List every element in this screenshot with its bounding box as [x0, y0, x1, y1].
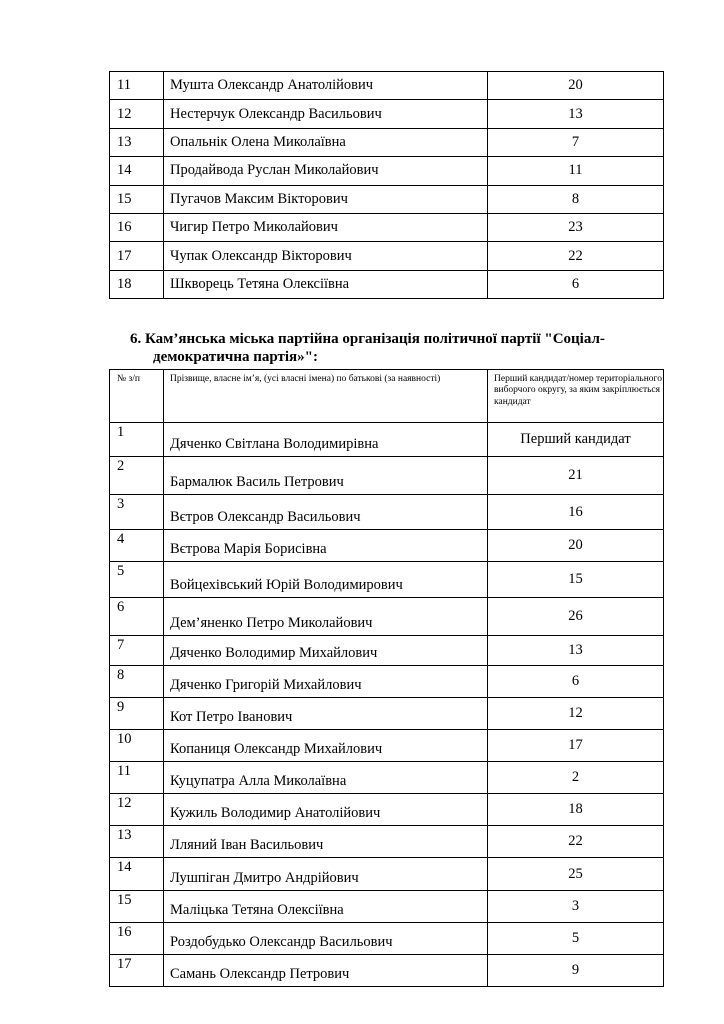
candidate-name: Кот Петро Іванович	[164, 698, 488, 730]
row-number: 6	[110, 598, 164, 636]
row-number: 9	[110, 698, 164, 730]
candidate-name: Нестерчук Олександр Васильович	[164, 100, 488, 128]
candidate-name: Чигир Петро Миколайович	[164, 213, 488, 241]
row-number: 3	[110, 495, 164, 530]
row-number: 2	[110, 457, 164, 495]
candidate-name: Копаниця Олександр Михайлович	[164, 730, 488, 762]
candidate-name: Бармалюк Василь Петрович	[164, 457, 488, 495]
row-number: 13	[110, 128, 164, 156]
candidate-name: Лляний Іван Васильович	[164, 826, 488, 858]
district-value: 5	[488, 923, 664, 955]
table-row	[110, 242, 664, 270]
table-row	[110, 794, 664, 826]
section-6-heading-line2: демократична партія»":	[153, 349, 318, 365]
candidate-name: Вєтрова Марія Борисівна	[164, 530, 488, 562]
row-number: 10	[110, 730, 164, 762]
table-row	[110, 157, 664, 185]
row-number: 17	[110, 242, 164, 270]
row-number: 16	[110, 213, 164, 241]
table-row	[110, 562, 664, 598]
row-number: 7	[110, 636, 164, 666]
district-value: 12	[488, 698, 664, 730]
district-value: Перший кандидат	[488, 423, 664, 457]
candidate-name: Пугачов Максим Вікторович	[164, 185, 488, 213]
district-value: 11	[488, 157, 664, 185]
candidates-table-section-6	[109, 369, 664, 987]
row-number: 8	[110, 666, 164, 698]
table-row	[110, 72, 664, 100]
table-row	[110, 891, 664, 923]
district-value: 13	[488, 636, 664, 666]
table-row	[110, 100, 664, 128]
table-row	[110, 185, 664, 213]
district-value: 9	[488, 955, 664, 987]
row-number: 15	[110, 891, 164, 923]
table-row	[110, 762, 664, 794]
candidate-name: Лушпіган Дмитро Андрійович	[164, 858, 488, 891]
district-value: 26	[488, 598, 664, 636]
candidate-name: Войцехівський Юрій Володимирович	[164, 562, 488, 598]
row-number: 17	[110, 955, 164, 987]
table-row	[110, 666, 664, 698]
table-row	[110, 213, 664, 241]
row-number: 15	[110, 185, 164, 213]
candidate-name: Мушта Олександр Анатолійович	[164, 72, 488, 100]
table-row	[110, 598, 664, 636]
row-number: 12	[110, 100, 164, 128]
district-value: 18	[488, 794, 664, 826]
district-value: 21	[488, 457, 664, 495]
district-value: 22	[488, 242, 664, 270]
district-value: 7	[488, 128, 664, 156]
table-row	[110, 858, 664, 891]
row-number: 14	[110, 858, 164, 891]
row-number: 11	[110, 72, 164, 100]
candidate-name: Дяченко Григорій Михайлович	[164, 666, 488, 698]
table-row	[110, 495, 664, 530]
candidate-name: Дем’яненко Петро Миколайович	[164, 598, 488, 636]
district-value: 23	[488, 213, 664, 241]
district-value: 20	[488, 72, 664, 100]
candidate-name: Роздобудько Олександр Васильович	[164, 923, 488, 955]
table-row	[110, 698, 664, 730]
candidate-name: Дяченко Володимир Михайлович	[164, 636, 488, 666]
candidate-name: Продайвода Руслан Миколайович	[164, 157, 488, 185]
section-6-heading	[130, 330, 630, 366]
candidate-name: Шкворець Тетяна Олексіївна	[164, 270, 488, 298]
district-value: 16	[488, 495, 664, 530]
table-row	[110, 457, 664, 495]
table-row	[110, 270, 664, 298]
district-value: 25	[488, 858, 664, 891]
district-value: 17	[488, 730, 664, 762]
district-value: 2	[488, 762, 664, 794]
row-number: 5	[110, 562, 164, 598]
table-row	[110, 636, 664, 666]
candidate-name: Опальнік Олена Миколаївна	[164, 128, 488, 156]
candidate-name: Чупак Олександр Вікторович	[164, 242, 488, 270]
row-number: 18	[110, 270, 164, 298]
district-value: 13	[488, 100, 664, 128]
district-value: 6	[488, 270, 664, 298]
district-value: 22	[488, 826, 664, 858]
candidate-name: Маліцька Тетяна Олексіївна	[164, 891, 488, 923]
row-number: 16	[110, 923, 164, 955]
row-number: 4	[110, 530, 164, 562]
table-row	[110, 423, 664, 457]
candidate-name: Дяченко Світлана Володимирівна	[164, 423, 488, 457]
header-num: № з/п	[110, 370, 164, 423]
candidates-table-continued	[109, 71, 664, 299]
candidate-name: Кужиль Володимир Анатолійович	[164, 794, 488, 826]
candidate-name: Куцупатра Алла Миколаївна	[164, 762, 488, 794]
row-number: 14	[110, 157, 164, 185]
row-number: 12	[110, 794, 164, 826]
header-name: Прізвище, власне ім’я, (усі власні імена) по батькові (за наявності)	[164, 370, 488, 423]
candidate-name: Вєтров Олександр Васильович	[164, 495, 488, 530]
district-value: 20	[488, 530, 664, 562]
district-value: 6	[488, 666, 664, 698]
table-row	[110, 530, 664, 562]
row-number: 1	[110, 423, 164, 457]
district-value: 15	[488, 562, 664, 598]
district-value: 3	[488, 891, 664, 923]
candidate-name: Самань Олександр Петрович	[164, 955, 488, 987]
row-number: 11	[110, 762, 164, 794]
row-number: 13	[110, 826, 164, 858]
table-row	[110, 923, 664, 955]
table-row	[110, 826, 664, 858]
district-value: 8	[488, 185, 664, 213]
table-row	[110, 128, 664, 156]
table-header-row	[110, 370, 664, 423]
header-value: Перший кандидат/номер територіального виборчого округу, за яким закріплюється кандидат	[488, 370, 664, 423]
section-6-heading-line1: 6. Кам’янська міська партійна організація політичної партії "Соціал-	[130, 331, 605, 347]
table-row	[110, 955, 664, 987]
table-row	[110, 730, 664, 762]
